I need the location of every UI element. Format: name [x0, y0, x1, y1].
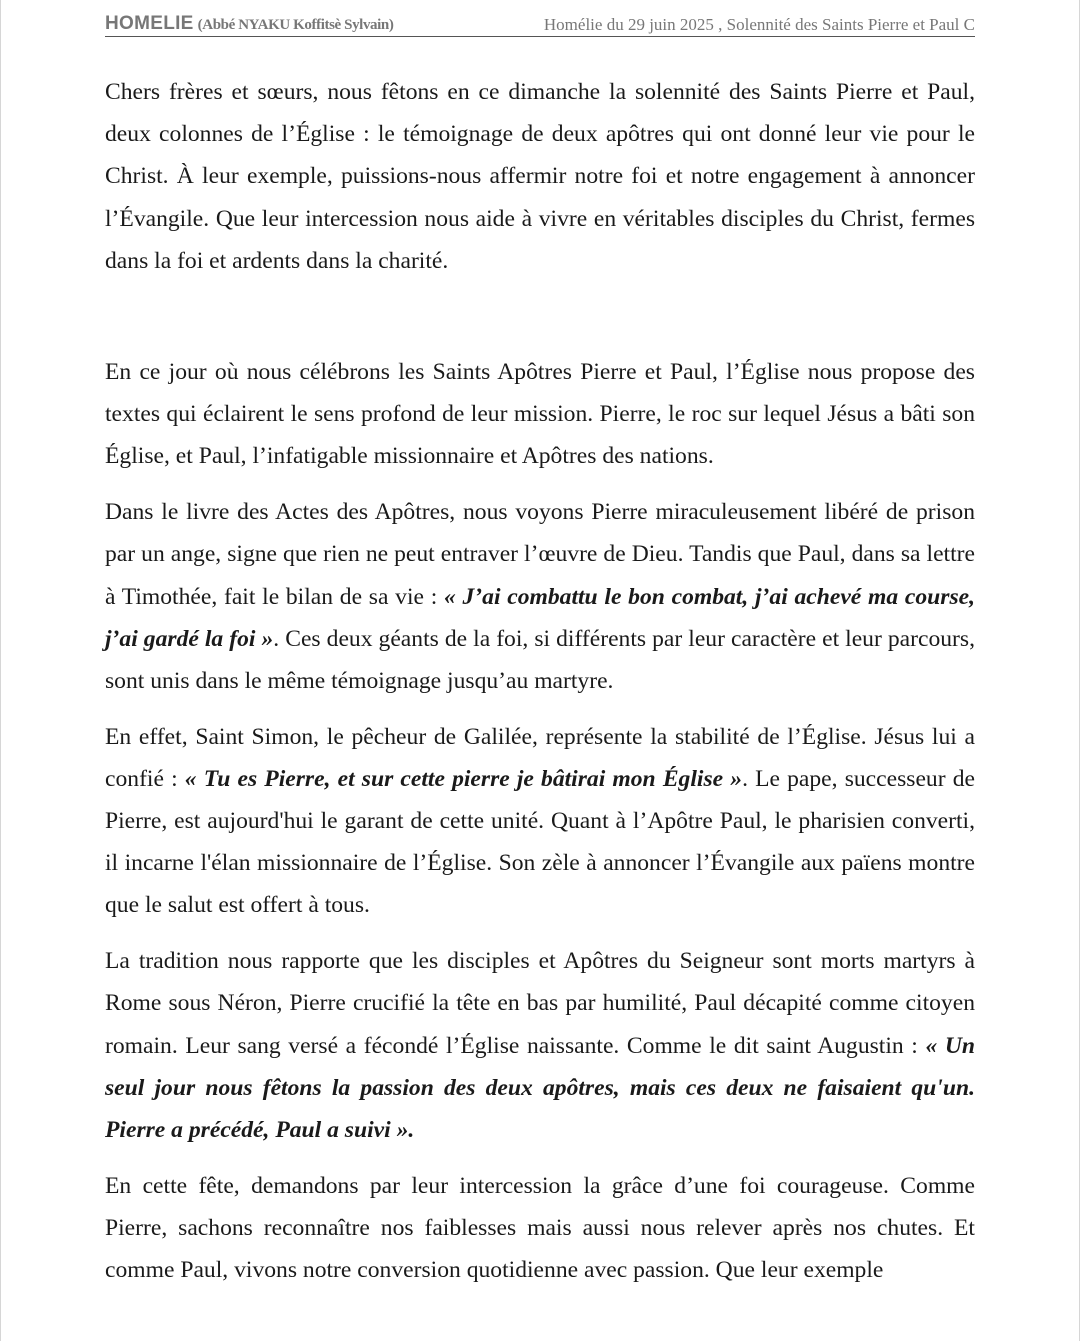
paragraph-5	[105, 940, 975, 1151]
paragraph-text: En effet, Saint Simon, le pêcheur de Galilée, représente la stabilité de l’Église. Jésus lui a confié :	[105, 723, 975, 792]
paragraph-3	[105, 491, 975, 702]
header-left	[105, 13, 393, 35]
paragraph-text: . Ces deux géants de la foi, si différents par leur caractère et leur parcours, sont unis dans le même témoignage jusqu’au martyre.	[105, 625, 975, 694]
paragraph-4	[105, 716, 975, 927]
header-title: HOMELIE	[105, 13, 194, 34]
bible-quote: « Tu es Pierre, et sur cette pierre je bâtirai mon Église »	[184, 765, 743, 792]
page-header	[105, 12, 975, 37]
augustine-quote: « Un seul jour nous fêtons la passion des deux apôtres, mais ces deux ne faisaient qu'un. Pierre a précédé, Paul a suivi ».	[105, 1032, 976, 1143]
paragraph-text: La tradition nous rapporte que les disciples et Apôtres du Seigneur sont morts martyrs à Rome sous Néron, Pierre crucifié la tête en bas par humilité, Paul décapité comme citoyen romain. Leur sang versé a fécondé l’Église naissante. Comme le dit saint Augustin :	[105, 948, 975, 1059]
header-subtitle: Homélie du 29 juin 2025 , Solennité des Saints Pierre et Paul C	[543, 15, 975, 34]
bible-quote: « J’ai combattu le bon combat, j’ai achevé ma course, j’ai gardé la foi »	[105, 583, 975, 652]
paragraph-text: . Le pape, successeur de Pierre, est aujourd'hui le garant de cette unité. Quant à l’Apôtre Paul, le pharisien converti, il incarne l'élan missionnaire de l’Église. Son zèle à annoncer l’Évangile aux païens montre que le salut est offert à tous.	[105, 765, 975, 919]
homily-body	[105, 71, 975, 1305]
paragraph-6: En cette fête, demandons par leur intercession la grâce d’une foi courageuse. Comme Pierre, sachons reconnaître nos faiblesses mais aussi nous relever après nos chutes. Et comme Paul, vivons notre conversion quotidienne avec passion. Que leur exemple	[105, 1172, 975, 1284]
paragraph-intro: Chers frères et sœurs, nous fêtons en ce dimanche la solennité des Saints Pierre et Paul, deux colonnes de l’Église : le témoignage de deux apôtres qui ont donné leur vie pour le Christ. À leur exemple, puissions-nous affermir notre foi et notre engagement à annoncer l’Évangile. Que leur intercession nous aide à vivre en véritables disciples du Christ, fermes dans la foi et ardents dans la charité.	[105, 79, 975, 274]
header-author: (Abbé NYAKU Koffitsè Sylvain)	[197, 17, 394, 33]
paragraph-text: Dans le livre des Actes des Apôtres, nous voyons Pierre miraculeusement libéré de prison par un ange, signe que rien ne peut entraver l’œuvre de Dieu. Tandis que Paul, dans sa lettre à Timothée, fait le bilan de sa vie :	[105, 499, 975, 610]
paragraph-2: En ce jour où nous célébrons les Saints Apôtres Pierre et Paul, l’Église nous propose des textes qui éclairent le sens profond de leur mission. Pierre, le roc sur lequel Jésus a bâti son Église, et Paul, l’infatigable missionnaire et Apôtres des nations.	[105, 359, 975, 470]
